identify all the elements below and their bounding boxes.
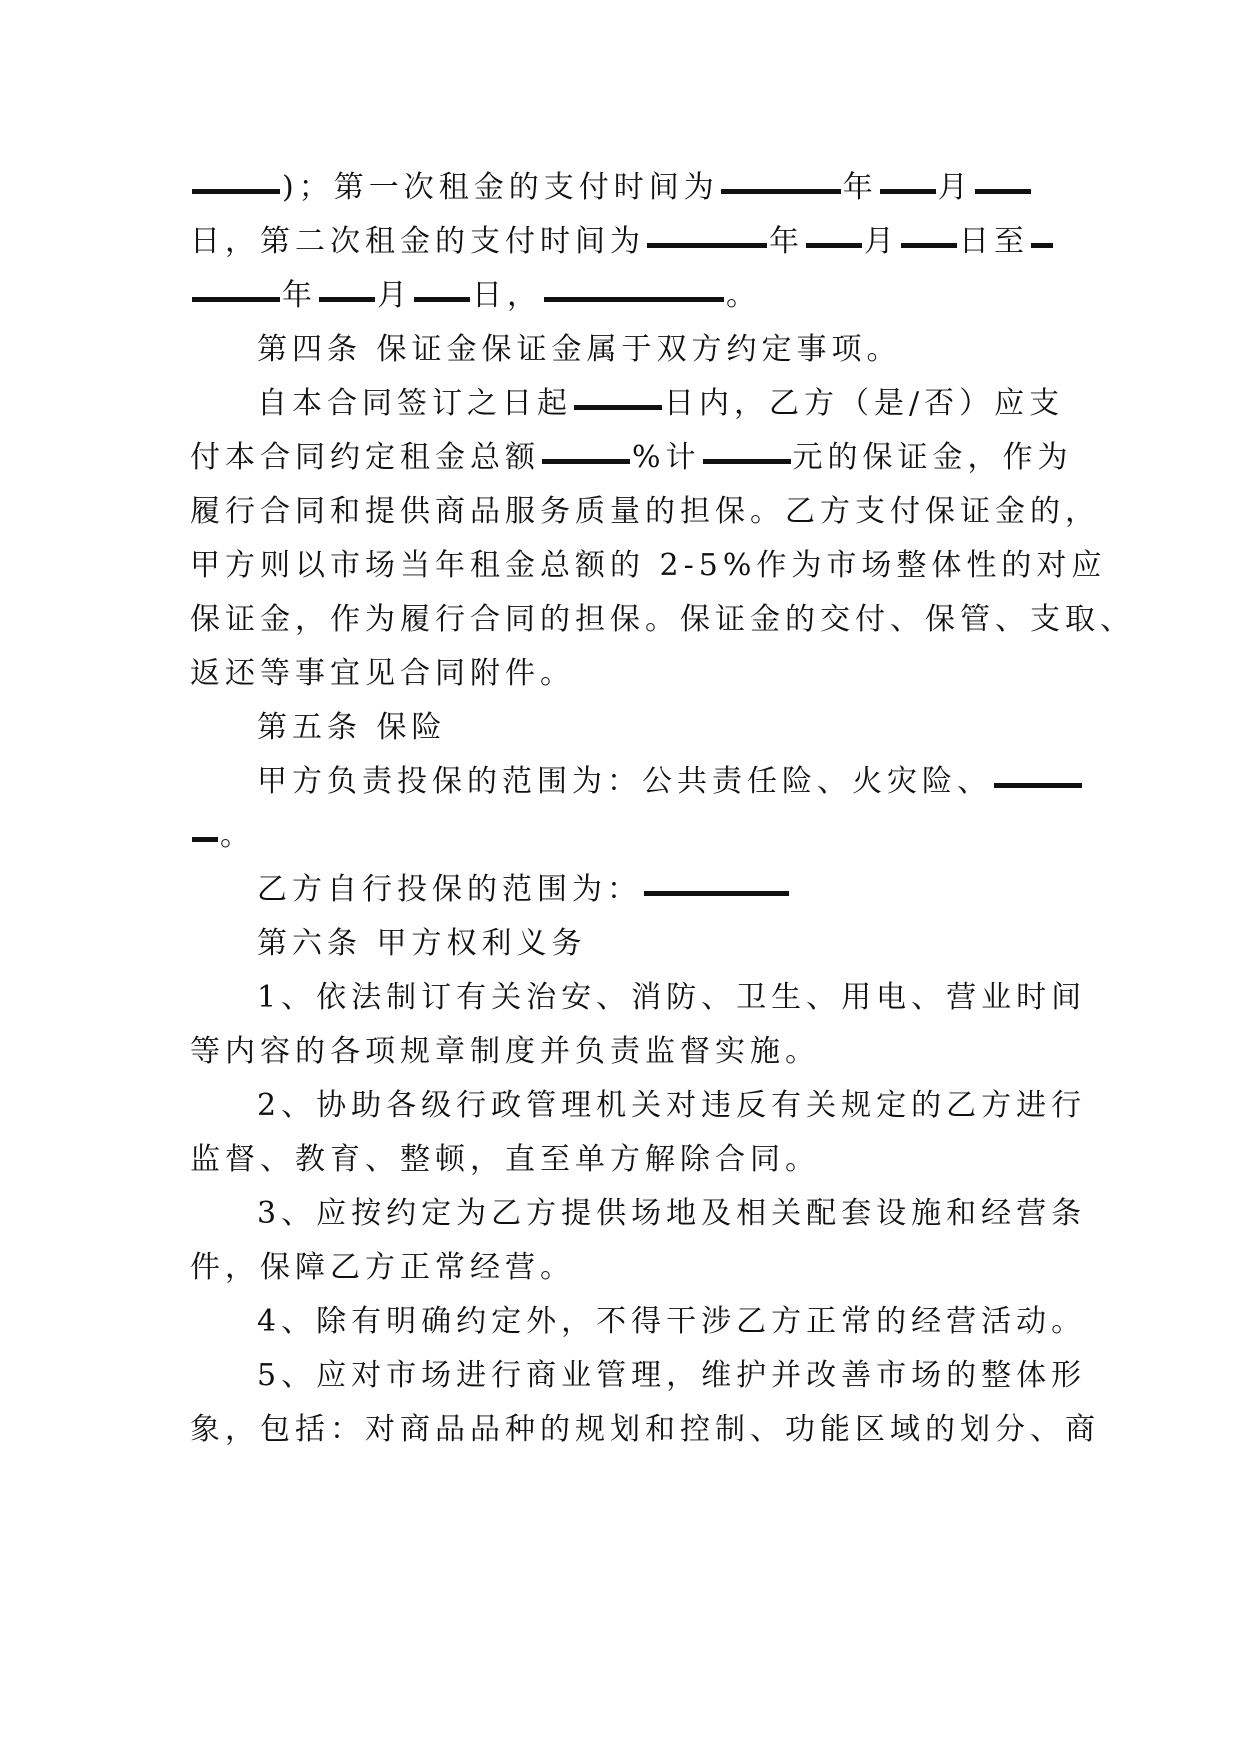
blank-field[interactable] [644,889,789,896]
line-text: 日至 [959,224,1029,259]
blank-field[interactable] [703,457,791,464]
contract-line-6 [190,428,1073,488]
blank-field[interactable] [192,295,280,302]
clause-2-line: 2、协助各级行政管理机关对违反有关规定的乙方进行 [257,1088,1087,1123]
line-text: 日内，乙方（是/否）应支 [664,386,1065,421]
blank-field[interactable] [542,457,630,464]
clause-1-line: 1、依法制订有关治安、消防、卫生、用电、营业时间 [257,980,1087,1015]
paragraph-line: 保证金，作为履行合同的担保。保证金的交付、保管、支取、 [190,602,1135,637]
blank-field[interactable] [994,781,1082,788]
line-text: 日，第二次租金的支付时间为 [190,224,645,259]
line-text: 。 [726,278,761,313]
article-6-heading: 第六条 甲方权利义务 [257,926,587,961]
line-text: 甲方负责投保的范围为：公共责任险、火灾险、 [257,764,992,799]
blank-field[interactable] [414,295,470,302]
contract-line-14 [257,860,1137,920]
contract-line-13 [190,806,1070,866]
line-text: 乙方自行投保的范围为： [257,872,642,907]
line-text: 日， [472,278,542,313]
blank-field[interactable] [192,187,280,194]
paragraph-line: 返还等事宜见合同附件。 [190,656,575,691]
line-text: 自本合同签订之日起 [257,386,572,421]
line-text: 年 [842,170,878,205]
paragraph-line: 履行合同和提供商品服务质量的担保。乙方支付保证金的， [190,494,1100,529]
blank-field[interactable] [192,835,218,842]
clause-3-line: 3、应按约定为乙方提供场地及相关配套设施和经营条 [257,1196,1087,1231]
blank-field[interactable] [975,187,1031,194]
blank-field[interactable] [880,187,936,194]
line-text: )；第一次租金的支付时间为 [282,170,719,205]
article-5-heading: 第五条 保险 [257,710,447,745]
line-text: %计 [632,440,701,475]
blank-field[interactable] [574,403,662,410]
clause-4-line: 4、除有明确约定外，不得干涉乙方正常的经营活动。 [257,1304,1087,1339]
blank-field[interactable] [806,241,862,248]
clause-3-line: 件，保障乙方正常经营。 [190,1250,575,1285]
line-text: 月 [377,278,412,313]
line-text: 年 [769,224,804,259]
clause-2-line: 监督、教育、整顿，直至单方解除合同。 [190,1142,820,1177]
contract-line-1 [190,158,1070,218]
contract-line-2 [190,212,1070,272]
line-text: 。 [220,818,255,853]
blank-field[interactable] [721,187,841,194]
blank-field[interactable] [319,295,375,302]
clause-5-line: 象，包括：对商品品种的规划和控制、功能区域的划分、商 [190,1412,1100,1447]
blank-field[interactable] [901,241,957,248]
line-text: 月 [937,170,973,205]
blank-field[interactable] [544,295,724,302]
line-text: 元的保证金，作为 [792,440,1073,475]
blank-field[interactable] [1031,241,1053,248]
contract-line-12 [257,752,1137,812]
clause-5-line: 5、应对市场进行商业管理，维护并改善市场的整体形 [257,1358,1087,1393]
line-text: 月 [864,224,899,259]
contract-line-5 [257,374,1137,434]
clause-1-line: 等内容的各项规章制度并负责监督实施。 [190,1034,820,1069]
line-text: 年 [282,278,317,313]
contract-line-3 [190,266,1070,326]
blank-field[interactable] [647,241,767,248]
paragraph-line: 甲方则以市场当年租金总额的 2-5%作为市场整体性的对应 [190,548,1107,583]
line-text: 付本合同约定租金总额 [190,440,540,475]
article-4-heading: 第四条 保证金保证金属于双方约定事项。 [257,332,902,367]
